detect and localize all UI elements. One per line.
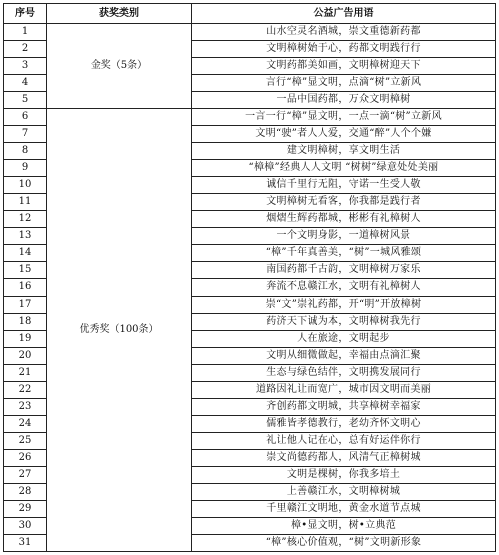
row-number-cell: 20 xyxy=(4,347,47,364)
slogan-cell: 千里赣江文明地，黄金水道节点城 xyxy=(192,500,496,517)
slogan-cell: 文明从细微做起，幸福由点滴汇聚 xyxy=(192,347,496,364)
category-cell-excellent: 优秀奖（100条） xyxy=(47,109,192,552)
slogan-cell: 建文明樟树，享文明生活 xyxy=(192,143,496,160)
category-cell-gold: 金奖（5条） xyxy=(47,24,192,109)
slogan-cell: 齐创药都文明城，共享樟树幸福家 xyxy=(192,398,496,415)
header-award-category: 获奖类别 xyxy=(47,4,192,24)
slogan-cell: 奔流不息赣江水，文明有礼樟树人 xyxy=(192,279,496,296)
slogan-cell: 文明樟树始于心，药都文明践行行 xyxy=(192,41,496,58)
slogan-cell: 儒雅皆孝德教行，老幼齐怀文明心 xyxy=(192,415,496,432)
row-number-cell: 31 xyxy=(4,534,47,551)
row-number-cell: 15 xyxy=(4,262,47,279)
row-number-cell: 24 xyxy=(4,415,47,432)
slogan-cell: 一品中国药都，万众文明樟树 xyxy=(192,92,496,109)
slogan-cell: “樟”核心价值观，“树”文明新形象 xyxy=(192,534,496,551)
row-number-cell: 11 xyxy=(4,194,47,211)
row-number-cell: 8 xyxy=(4,143,47,160)
slogan-cell: 人在旅途，文明起步 xyxy=(192,330,496,347)
slogan-cell: 药济天下诚为本，文明樟树我先行 xyxy=(192,313,496,330)
header-number: 序号 xyxy=(4,4,47,24)
slogan-cell: 生态与绿色结伴，文明携发展同行 xyxy=(192,364,496,381)
row-number-cell: 4 xyxy=(4,75,47,92)
row-number-cell: 5 xyxy=(4,92,47,109)
table-row xyxy=(4,24,496,41)
slogan-cell: 文明樟树无看客，你我都是践行者 xyxy=(192,194,496,211)
row-number-cell: 19 xyxy=(4,330,47,347)
row-number-cell: 26 xyxy=(4,449,47,466)
row-number-cell: 7 xyxy=(4,126,47,143)
row-number-cell: 22 xyxy=(4,381,47,398)
slogan-cell: 一个文明身影，一道樟树风景 xyxy=(192,228,496,245)
slogan-cell: 崇文尚德药都人，风清气正樟树城 xyxy=(192,449,496,466)
slogan-cell: 烟熠生辉药都城，彬彬有礼樟树人 xyxy=(192,211,496,228)
table-body xyxy=(4,24,496,552)
row-number-cell: 17 xyxy=(4,296,47,313)
slogan-cell: 上善赣江水，文明樟树城 xyxy=(192,483,496,500)
row-number-cell: 23 xyxy=(4,398,47,415)
slogan-cell: “樟”千年真善美，“树”一城风雅颂 xyxy=(192,245,496,262)
slogan-cell: 礼让他人记在心，总有好运伴你行 xyxy=(192,432,496,449)
slogan-cell: 一言一行“樟”显文明，一点一滴“树”立新风 xyxy=(192,109,496,126)
slogan-cell: 文明药都美如画，文明樟树迎天下 xyxy=(192,58,496,75)
row-number-cell: 6 xyxy=(4,109,47,126)
slogan-cell: 山水空灵名酒城，崇文重德新药都 xyxy=(192,24,496,41)
row-number-cell: 16 xyxy=(4,279,47,296)
slogan-cell: 崇“文”崇礼药都，开“明”开放樟树 xyxy=(192,296,496,313)
row-number-cell: 10 xyxy=(4,177,47,194)
table-row xyxy=(4,109,496,126)
row-number-cell: 14 xyxy=(4,245,47,262)
slogan-cell: 南国药都千古韵，文明樟树万家乐 xyxy=(192,262,496,279)
row-number-cell: 18 xyxy=(4,313,47,330)
row-number-cell: 3 xyxy=(4,58,47,75)
slogan-cell: 诚信千里行无阻，守诺一生受人敬 xyxy=(192,177,496,194)
row-number-cell: 30 xyxy=(4,517,47,534)
row-number-cell: 1 xyxy=(4,24,47,41)
row-number-cell: 2 xyxy=(4,41,47,58)
slogan-cell: “樟樟”经典人人文明 “树树”绿意处处美丽 xyxy=(192,160,496,177)
row-number-cell: 21 xyxy=(4,364,47,381)
row-number-cell: 25 xyxy=(4,432,47,449)
row-number-cell: 28 xyxy=(4,483,47,500)
slogan-cell: 文明“驶”者人人爱，交通“醉”人个个嫌 xyxy=(192,126,496,143)
row-number-cell: 29 xyxy=(4,500,47,517)
slogan-cell: 道路因礼让而宽广，城市因文明而美丽 xyxy=(192,381,496,398)
row-number-cell: 27 xyxy=(4,466,47,483)
awards-table xyxy=(3,3,496,552)
row-number-cell: 13 xyxy=(4,228,47,245)
table-header-row xyxy=(4,4,496,24)
slogan-cell: 文明是棵树，你我多培土 xyxy=(192,466,496,483)
row-number-cell: 12 xyxy=(4,211,47,228)
slogan-cell: 樟•显文明，树•立典范 xyxy=(192,517,496,534)
slogan-cell: 言行“樟”显文明，点滴“树”立新风 xyxy=(192,75,496,92)
row-number-cell: 9 xyxy=(4,160,47,177)
header-slogan: 公益广告用语 xyxy=(192,4,496,24)
